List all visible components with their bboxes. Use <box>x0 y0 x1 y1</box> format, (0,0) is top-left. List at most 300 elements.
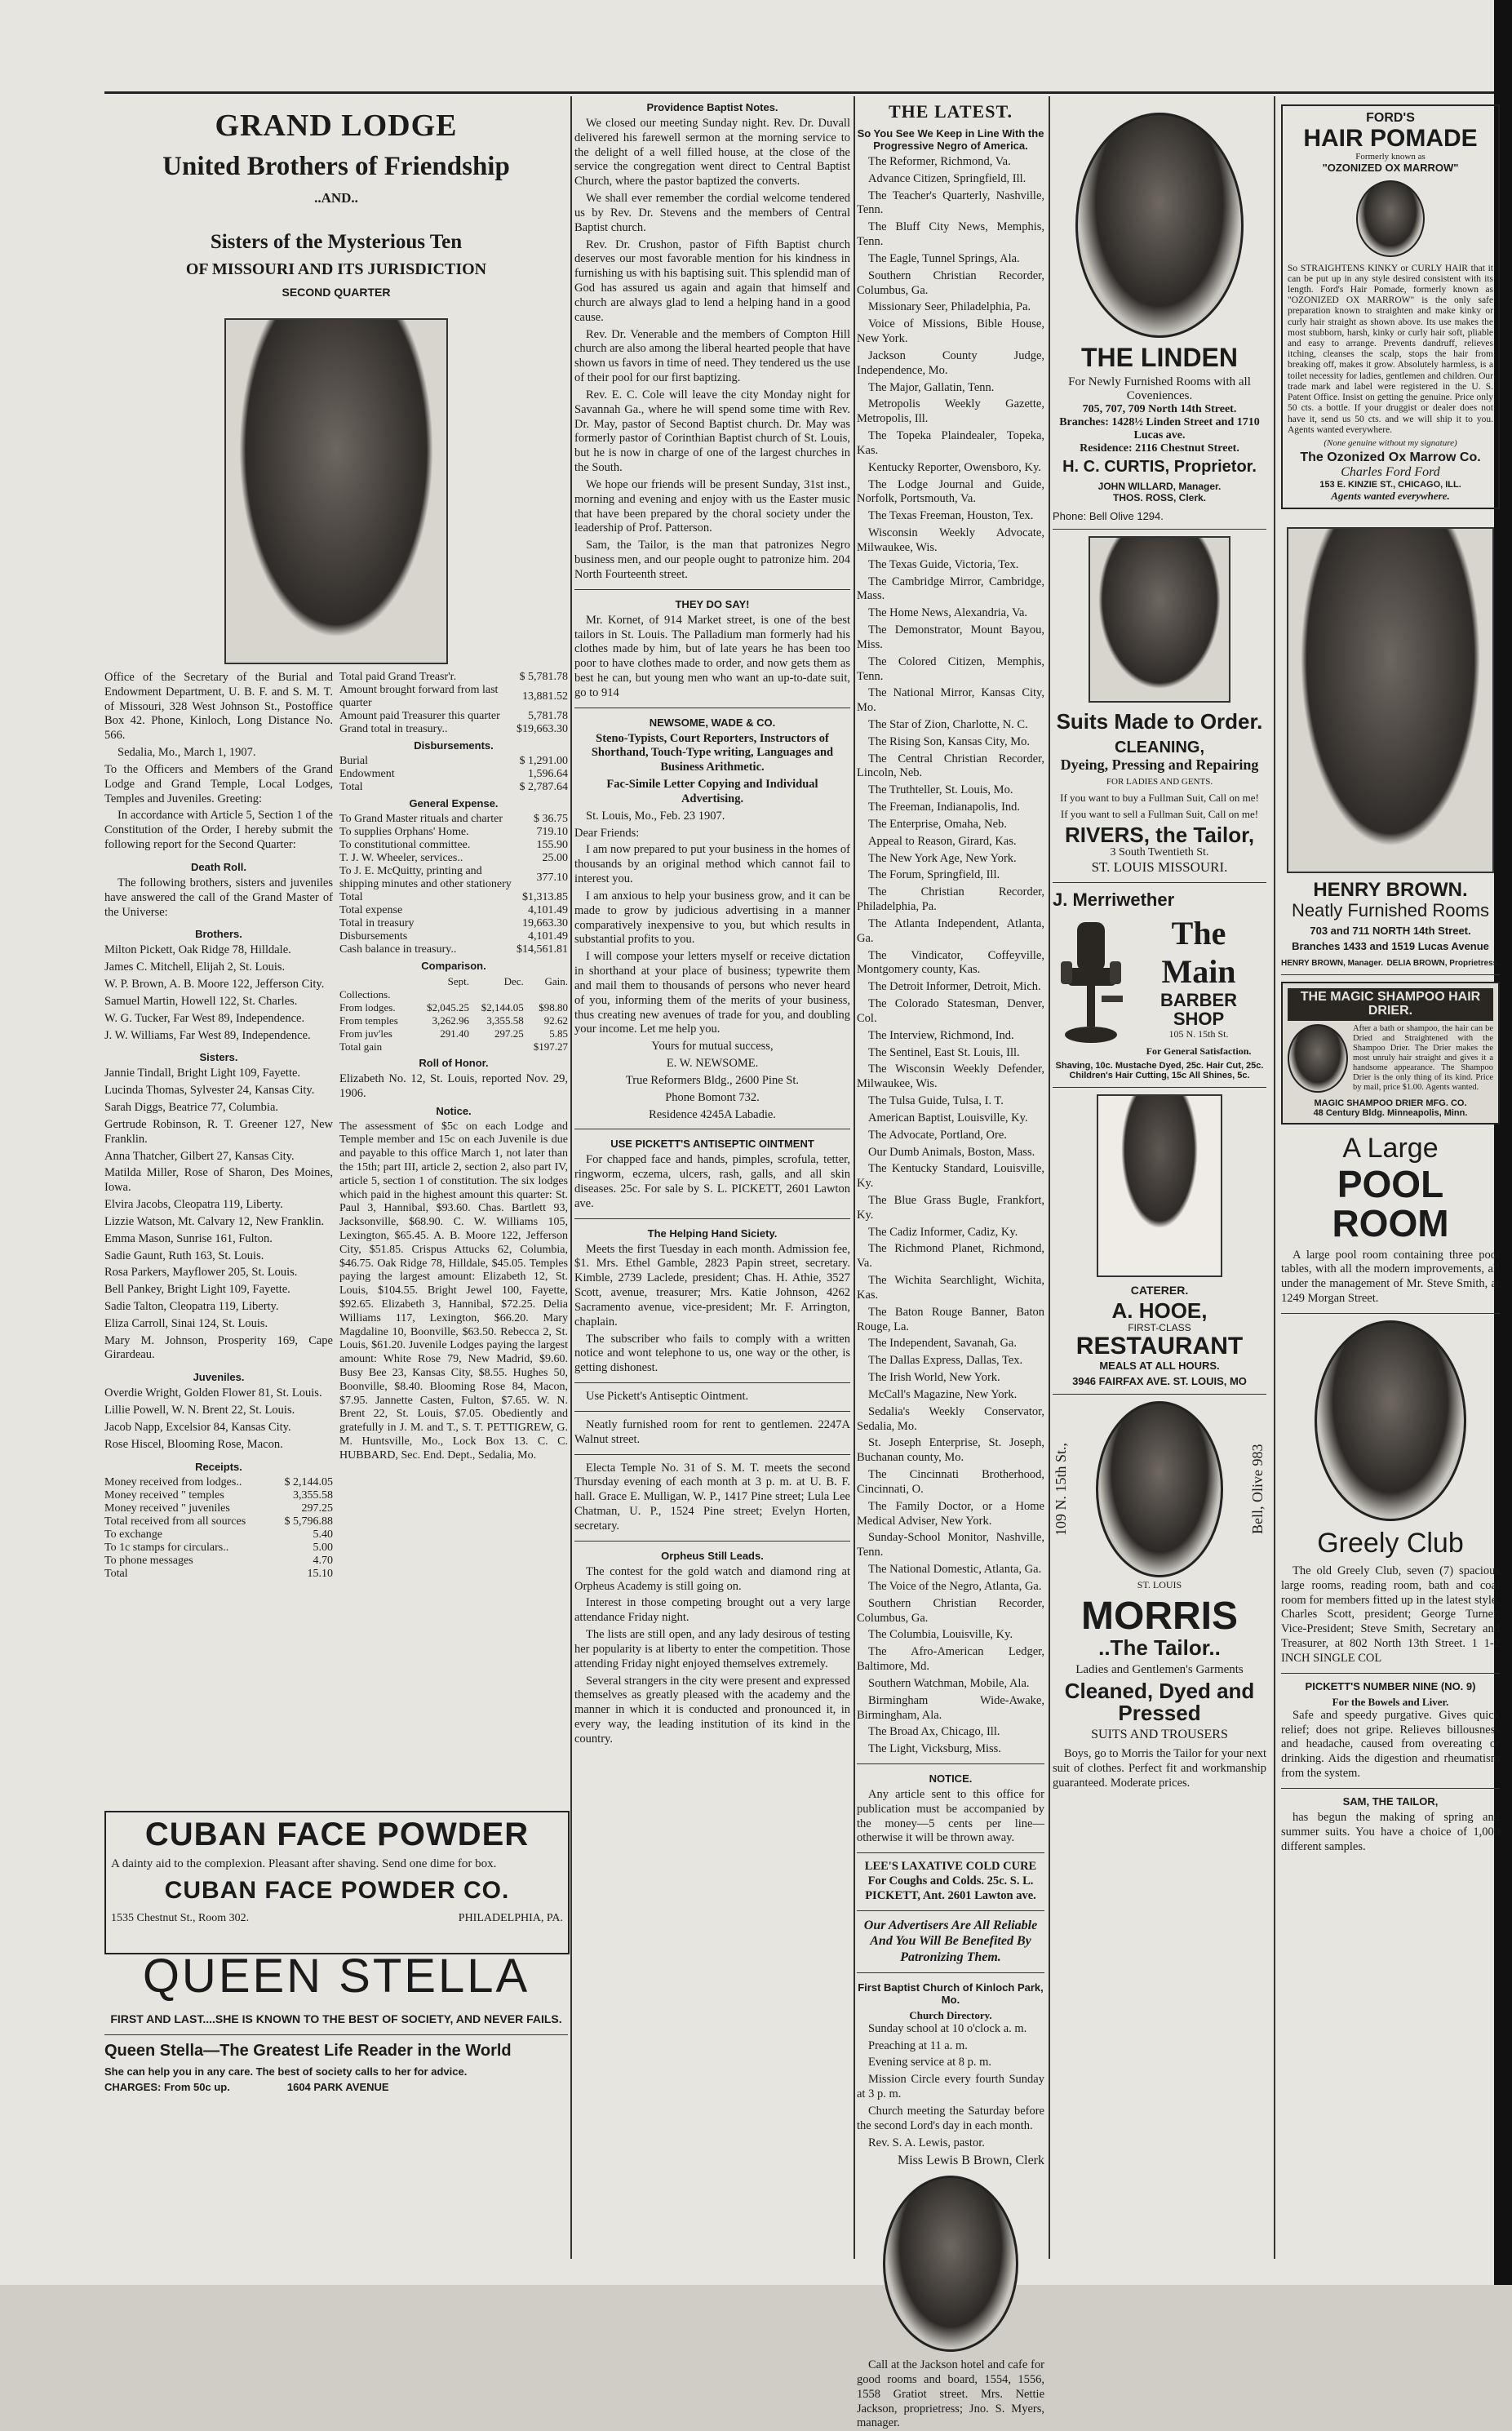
pool-room-ad <box>1281 1133 1500 1306</box>
list-item: Sedalia's Weekly Conservator, Sedalia, Mo. <box>857 1404 1044 1433</box>
column-ads-b <box>1281 96 1500 2259</box>
list-item: Southern Christian Recorder, Columbus, Ga. <box>857 268 1044 297</box>
table-cell: To Grand Master rituals and charter <box>339 813 503 825</box>
cuban-face-powder-ad <box>104 1811 570 1954</box>
list-item: Preaching at 11 a. m. <box>868 2038 968 2052</box>
table-row <box>104 1568 333 1581</box>
paragraph: Rev. Dr. Venerable and the members of Compton Hill church are also among the liberal hearted people that have shown us favors in time of need. They tendered us the use of their pool for our first baptizing. <box>574 327 850 385</box>
divider <box>1053 529 1266 530</box>
column-notes <box>574 96 850 2259</box>
ad-title: Greely Club <box>1317 1527 1464 1559</box>
portrait-photo <box>1089 536 1230 703</box>
table-row <box>339 865 568 891</box>
ad-prices: Shaving, 10c. Mustache Dyed, 25c. Hair Cut, 25c. Children's Hair Cutting, 15c All Shines, 5c. <box>1055 1061 1264 1081</box>
list-item: Milton Pickett, Oak Ridge 78, Hilldale. <box>104 943 291 957</box>
list-item: Sunday-School Monitor, Nashville, Tenn. <box>857 1531 1044 1559</box>
table-cell: 155.90 <box>536 839 568 851</box>
ad-city: PHILADELPHIA, PA. <box>458 1911 563 1924</box>
portrait-photo <box>224 318 448 664</box>
list-item: The Interview, Richmond, Ind. <box>868 1028 1014 1042</box>
list-item: Elvira Jacobs, Cleopatra 119, Liberty. <box>104 1198 283 1212</box>
table-cell: To 1c stamps for circulars.. <box>104 1541 229 1554</box>
portrait-photo <box>1315 1320 1466 1521</box>
subhead: SAM, THE TAILOR, <box>1342 1794 1439 1808</box>
paragraph: Boys, go to Morris the Tailor for your next suit of clothes. Perfect fit and workmanship guaranteed. Moderate prices. <box>1053 1747 1267 1790</box>
subhead: General Expense. <box>409 797 499 810</box>
ad-line: 705, 707, 709 North 14th Street. <box>1082 402 1237 415</box>
list-item: The National Domestic, Atlanta, Ga. <box>868 1563 1042 1577</box>
list-item: Our Dumb Animals, Boston, Mass. <box>868 1145 1035 1159</box>
table-row <box>339 852 568 865</box>
paragraph: The subscriber who fails to comply with a written notice and wont telephone to us, one way or the other, is getting dishonest. <box>574 1332 850 1375</box>
list-item: Sadie Talton, Cleopatra 119, Liberty. <box>104 1299 279 1313</box>
list-item: The Christian Recorder, Philadelphia, Pa. <box>857 885 1044 914</box>
table-cell: Total gain <box>339 1040 383 1053</box>
subhead: First Baptist Church of Kinloch Park, Mo. <box>858 1981 1044 2006</box>
paragraph: Use Pickett's Antiseptic Ointment. <box>586 1390 749 1404</box>
paragraph: Meets the first Tuesday in each month. Admission fee, $1. Mrs. Ethel Gamble, 2823 Papin street, secretary. Kimble, 2739 Laclede, president; Chas. H. Athie, 3527 Scott, avenue, treasurer; Mrs. Katie Johnson, 4262 Sacramento avenue, vice-president; Mr. F. Arrington, chaplain. <box>574 1242 850 1329</box>
paragraph: After a bath or shampoo, the hair can be Dried and Straightened with the Shampoo Drier. The Drier makes the most unruly hair straight and gives it a handsome appearance. The Shampoo Drier is the only thing of its kind. Price by mail, price $1.00. Agents wanted. <box>1353 1023 1493 1092</box>
divider <box>857 1763 1044 1764</box>
table-row <box>339 1001 568 1014</box>
table-cell: To exchange <box>104 1528 162 1541</box>
ad-line: H. C. CURTIS, Proprietor. <box>1062 457 1257 476</box>
paragraph: Yours for mutual success, <box>651 1040 774 1054</box>
list-item: The Lodge Journal and Guide, Norfolk, Portsmouth, Va. <box>857 477 1044 506</box>
table-row <box>339 684 568 710</box>
list-item: The Rising Son, Kansas City, Mo. <box>868 734 1031 748</box>
list-item: Lillie Powell, W. N. Brent 22, St. Louis. <box>104 1404 295 1417</box>
table-cell: 297.25 <box>494 1027 524 1040</box>
paragraph: A large pool room containing three pool tables, with all the modern improvements, all under the management of Mr. Steve Smith, at 1249 Morgan Street. <box>1281 1248 1500 1306</box>
table-cell: Disbursements <box>339 930 408 943</box>
ad-line: Ladies and Gentlemen's Garments <box>1075 1662 1244 1676</box>
ad-title: RESTAURANT <box>1075 1333 1244 1360</box>
ad-line: RIVERS, the Tailor, <box>1064 822 1255 847</box>
ad-line: Branches: 1428½ Linden Street and 1710 Lucas ave. <box>1059 415 1260 441</box>
table-row <box>339 943 568 956</box>
paragraph: I will compose your letters myself or receive dictation in shorthand at your place of business; typewrite them and mail them to thousands of persons who never heard of you, informing them of the merits of your business, thus creating new avenues of trade for you, and doubling your income. Let me help you. <box>574 950 850 1036</box>
table-row <box>104 1542 333 1555</box>
list-item: Southern Christian Recorder, Columbus, Ga. <box>857 1596 1044 1625</box>
subhead: The Helping Hand Siciety. <box>647 1227 778 1240</box>
table-cell: 15.10 <box>307 1567 333 1580</box>
report-body <box>104 671 568 1581</box>
table-cell: Money received from lodges.. <box>104 1475 242 1488</box>
list-item: W. P. Brown, A. B. Moore 122, Jefferson City. <box>104 978 325 991</box>
report-left <box>104 671 333 1581</box>
ad-title: THE LINDEN <box>1081 343 1238 372</box>
list-item: The Tulsa Guide, Tulsa, I. T. <box>868 1094 1004 1108</box>
table-cell: To phone messages <box>104 1554 193 1567</box>
list-item: James C. Mitchell, Elijah 2, St. Louis. <box>104 960 286 974</box>
divider <box>574 1454 850 1455</box>
paragraph: We hope our friends will be present Sunday, 31st inst., morning and evening and enjoy with us the Easter music that have been prepared by the choral society under the leadership of Prof. Patterson. <box>574 477 850 535</box>
portrait-photo <box>1287 527 1494 873</box>
list-item: Rose Hiscel, Blooming Rose, Macon. <box>104 1437 283 1451</box>
ad-line: (None genuine without my signature) <box>1324 438 1457 448</box>
treasury-table <box>339 671 568 736</box>
ad-line: Residence: 2116 Chestnut Street. <box>1080 441 1239 455</box>
subhead: USE PICKETT'S ANTISEPTIC OINTMENT <box>610 1138 814 1151</box>
table-cell <box>415 988 469 1001</box>
divider <box>1281 974 1500 975</box>
divider <box>104 2034 568 2035</box>
column-rule <box>854 96 855 2259</box>
ad-line: HENRY BROWN, Manager. <box>1281 958 1384 968</box>
column-ads-a <box>1053 96 1266 2259</box>
list-item: The Texas Freeman, Houston, Tex. <box>868 509 1034 523</box>
subhead: Roll of Honor. <box>419 1057 489 1069</box>
ad-line: ..The Tailor.. <box>1098 1635 1221 1661</box>
table-cell: To J. E. McQuitty, printing and shipping minutes and other stationery <box>339 865 512 890</box>
list-item: The Central Christian Recorder, Lincoln, Neb. <box>857 752 1044 780</box>
ad-line: A. HOOE, <box>1111 1298 1208 1324</box>
ad-line: MEALS AT ALL HOURS. <box>1099 1359 1220 1372</box>
table-cell: Total received from all sources <box>104 1515 246 1528</box>
office-text: Office of the Secretary of the Burial and Endowment Department, U. B. F. and S. M. T. of Missouri, 328 West Johnson St., Postoffice Box 42. Phone, Kinloch, Long Distance No. 566. <box>104 671 333 743</box>
list-item: Overdie Wright, Golden Flower 81, St. Louis. <box>104 1386 322 1400</box>
list-item: The Eagle, Tunnel Springs, Ala. <box>868 251 1020 265</box>
ad-line: 48 Century Bldg. Minneapolis, Minn. <box>1313 1108 1468 1119</box>
list-item: Lizzie Watson, Mt. Calvary 12, New Franklin. <box>104 1214 325 1228</box>
list-item: Emma Mason, Sunrise 161, Fulton. <box>104 1231 273 1245</box>
ad-line: DELIA BROWN, Proprietress. <box>1386 958 1500 968</box>
paragraph: Safe and speedy purgative. Gives quick relief; does not gripe. Relieves billousness and headache, caused from overeating or drinking. Aids the digestion and rheumatism from the system. <box>1281 1708 1500 1781</box>
ad-line: The Ozonized Ox Marrow Co. <box>1300 450 1481 464</box>
queen-stella-ad <box>104 1949 568 2093</box>
table-cell: To constitutional committee. <box>339 839 471 851</box>
subhead: PICKETT'S NUMBER NINE (NO. 9) <box>1305 1679 1476 1692</box>
ad-title: POOL ROOM <box>1332 1163 1449 1245</box>
ad-line: 703 and 711 NORTH 14th Street. <box>1310 924 1471 937</box>
table-cell: 719.10 <box>536 826 568 838</box>
ad-address <box>111 1912 563 1925</box>
table-row <box>104 1489 333 1502</box>
table-row <box>339 813 568 826</box>
barber-text <box>1131 914 1266 1058</box>
headline: Sisters of the Mysterious Ten <box>210 231 463 253</box>
ad-line: 3946 FAIRFAX AVE. ST. LOUIS, MO <box>1072 1374 1247 1387</box>
ad-line: BARBER <box>1159 989 1238 1010</box>
table-row <box>339 1014 568 1027</box>
list-item: The Kentucky Standard, Louisville, Ky. <box>857 1162 1044 1191</box>
sisters-list <box>104 1067 333 1363</box>
table-cell: 5.40 <box>313 1528 333 1541</box>
list-item: Matilda Miller, Rose of Sharon, Des Moines, Iowa. <box>104 1166 333 1195</box>
subhead: Comparison. <box>421 960 486 972</box>
ad-charges: CHARGES: From 50c up. <box>104 2081 230 2094</box>
list-item: The Colorado Statesman, Denver, Col. <box>857 997 1044 1025</box>
table-cell: Total in treasury <box>339 917 415 929</box>
list-item: Mary M. Johnson, Prosperity 169, Cape Girardeau. <box>104 1333 333 1362</box>
paragraph: LEE'S LAXATIVE COLD CURE For Coughs and Colds. 25c. S. L. PICKETT, Ant. 2601 Lawton ave. <box>864 1860 1037 1902</box>
headline: GRAND LODGE <box>215 109 458 143</box>
column-latest <box>857 96 1044 2430</box>
list-item: Rev. S. A. Lewis, pastor. <box>868 2136 985 2149</box>
ad-street: 1535 Chestnut St., Room 302. <box>111 1911 250 1924</box>
paragraph: Residence 4245A Labadie. <box>649 1107 776 1121</box>
ad-line: ST. LOUIS <box>1137 1578 1182 1590</box>
ad-line: ST. LOUIS MISSOURI. <box>1091 858 1228 875</box>
table-row <box>339 1040 568 1054</box>
list-item: The Reformer, Richmond, Va. <box>868 155 1011 168</box>
subhead: Juveniles. <box>193 1371 245 1384</box>
ad-title: CUBAN FACE POWDER <box>144 1817 530 1852</box>
table-cell: T. J. W. Wheeler, services.. <box>339 852 463 864</box>
ad-line: SUITS AND TROUSERS <box>1091 1728 1228 1742</box>
table-row <box>339 671 568 684</box>
list-item: Samuel Martin, Howell 122, St. Charles. <box>104 994 298 1008</box>
table-cell: Amount brought forward from last quarter <box>339 684 499 709</box>
portrait-photo <box>1096 1401 1223 1577</box>
table-cell: Cash balance in treasury.. <box>339 943 457 956</box>
list-item: Southern Watchman, Mobile, Ala. <box>868 1676 1030 1690</box>
table-row <box>104 1528 333 1542</box>
table-cell: $ 36.75 <box>534 813 568 825</box>
table-cell: 3,355.58 <box>293 1488 333 1502</box>
paragraph: has begun the making of spring and summer suits. You have a choice of 1,000 different samples. <box>1281 1810 1500 1853</box>
table-row <box>104 1555 333 1568</box>
paragraph: We closed our meeting Sunday night. Rev. Dr. Duvall delivered his farewell sermon at the morning service to the delight of a well filled house, at the close of the service the congregation went direct to Central Baptist Church, where the pastor baptized the converts. <box>574 117 850 189</box>
table-row <box>104 1515 333 1528</box>
paragraph: For chapped face and hands, pimples, scrofula, tetter, ringworm, eczema, ulcers, rash, galls, and all skin diseases. 25c. For sale by S. L. PICKETT, 2601 Lawton ave. <box>574 1153 850 1210</box>
divider <box>1281 1313 1500 1314</box>
ad-subtitle: FIRST AND LAST....SHE IS KNOWN TO THE BEST OF SOCIETY, AND NEVER FAILS. <box>110 2012 562 2025</box>
table-cell: 25.00 <box>542 852 568 864</box>
table-header: Sept. <box>447 975 469 987</box>
list-item: The Family Doctor, or a Home Medical Adviser, New York. <box>857 1499 1044 1528</box>
ad-line: For Newly Furnished Rooms with all Coveniences. <box>1068 375 1251 402</box>
list-item: Bell Pankey, Bright Light 109, Fayette. <box>104 1283 290 1297</box>
list-item: The Bluff City News, Memphis, Tenn. <box>857 220 1044 249</box>
list-item: The Topeka Plaindealer, Topeka, Kas. <box>857 429 1044 457</box>
list-item: Lucinda Thomas, Sylvester 24, Kansas City. <box>104 1084 315 1098</box>
list-item: The Texas Guide, Victoria, Tex. <box>868 557 1019 571</box>
subhead: Notice. <box>436 1104 472 1117</box>
headline: United Brothers of Friendship <box>162 152 510 181</box>
ad-line: 153 E. KINZIE ST., CHICAGO, ILL. <box>1319 479 1461 490</box>
table-cell: 92.62 <box>543 1014 568 1027</box>
paragraph: We shall ever remember the cordial welcome tendered us by Rev. Dr. Stevens and the members of Central Baptist church. <box>574 192 850 234</box>
list-item: The Broad Ax, Chicago, Ill. <box>868 1725 1000 1739</box>
divider <box>1053 1087 1266 1088</box>
magic-row <box>1288 1024 1493 1095</box>
table-row <box>339 839 568 852</box>
list-item: Kentucky Reporter, Owensboro, Ky. <box>868 460 1041 474</box>
woman-portrait-icon <box>1356 180 1425 257</box>
ad-text: A dainty aid to the complexion. Pleasant after shaving. Send one dime for box. <box>111 1857 497 1870</box>
divider <box>574 1382 850 1383</box>
barber-row <box>1053 914 1266 1058</box>
receipts-table <box>104 1476 333 1581</box>
ad-line: If you want to sell a Fullman Suit, Call on me! <box>1060 807 1259 820</box>
list-item: Metropolis Weekly Gazette, Metropolis, Ill. <box>857 397 1044 426</box>
subhead: Orpheus Still Leads. <box>661 1549 764 1562</box>
subhead: THEY DO SAY! <box>675 597 750 610</box>
ad-line: JOHN WILLARD, Manager. <box>1097 480 1222 492</box>
table-cell: Amount paid Treasurer this quarter <box>339 710 500 722</box>
ad-line: MAGIC SHAMPOO DRIER MFG. CO. <box>1314 1098 1467 1109</box>
ad-line: 105 N. 15th St. <box>1168 1028 1229 1040</box>
list-item: The Richmond Planet, Richmond, Va. <box>857 1242 1044 1271</box>
accordance-text: In accordance with Article 5, Section 1 of the Constitution of the Order, I hereby submit the following report for the Second Quarter: <box>104 809 333 852</box>
list-item: Missionary Seer, Philadelphia, Pa. <box>868 300 1031 314</box>
column-grand-lodge <box>104 96 568 2094</box>
ad-line: Neatly Furnished Rooms <box>1291 899 1490 920</box>
divider <box>574 1218 850 1219</box>
table-cell: From juv'les <box>339 1027 392 1040</box>
table-row <box>339 723 568 736</box>
subhead: Disbursements. <box>414 739 494 752</box>
top-rule <box>104 91 1501 94</box>
list-item: The Independent, Savanah, Ga. <box>868 1337 1017 1351</box>
greely-club-ad <box>1281 1528 1500 1666</box>
list-item: J. W. Williams, Far West 89, Independence. <box>104 1028 311 1042</box>
table-cell: $ 5,781.78 <box>519 671 568 683</box>
list-item: Jackson County Judge, Independence, Mo. <box>857 348 1044 377</box>
list-item: The Atlanta Independent, Atlanta, Ga. <box>857 916 1044 945</box>
list-item: The Vindicator, Coffeyville, Montgomery county, Kas. <box>857 948 1044 977</box>
ad-line: CATERER. <box>1130 1284 1189 1298</box>
disbursements-table <box>339 755 568 794</box>
list-item: Jacob Napp, Excelsior 84, Kansas City. <box>104 1420 291 1434</box>
signature: Charles Ford Ford <box>1341 464 1440 479</box>
ad-title: MORRIS <box>1081 1594 1238 1638</box>
expense-table <box>339 813 568 956</box>
subhead: Church Directory. <box>909 2008 992 2021</box>
table-cell <box>524 988 568 1001</box>
table-row <box>339 768 568 781</box>
table-header-row <box>339 975 568 988</box>
table-cell: 4,101.49 <box>528 930 568 943</box>
paragraph: Mr. Kornet, of 914 Market street, is one of the best tailors in St. Louis. The Palladium man formerly had his clothes made by him, but of late years he has been too poor to have clothes made to order, and now gets them as best he can, but young men who want an up-to-date suit, go to 914 <box>574 613 850 699</box>
table-row <box>339 891 568 904</box>
ad-line: CLEANING, <box>1115 738 1204 756</box>
table-cell: 1,596.64 <box>528 768 568 780</box>
paragraph: I am anxious to help your business grow, and it can be made to grow by judicious advertising in a manner comparatively inexpensive to you, but which results in substantial profits to you. <box>574 889 850 947</box>
table-cell: $1,313.85 <box>522 891 568 903</box>
list-item: The Major, Gallatin, Tenn. <box>868 380 995 394</box>
list-item: The Cadiz Informer, Cadiz, Ky. <box>868 1225 1018 1239</box>
table-cell: $2,144.05 <box>481 1001 524 1014</box>
table-cell: From temples <box>339 1014 398 1027</box>
table-cell: Grand total in treasury.. <box>339 723 448 735</box>
table-cell: 377.10 <box>536 872 568 884</box>
paragraph: Sam, the Tailor, is the man that patronizes Negro business men, and our people ought to patronize him. 204 North Fourteenth street. <box>574 539 850 581</box>
divider <box>574 1541 850 1542</box>
ad-line: 3 South Twentieth St. <box>1110 845 1209 858</box>
table-row <box>339 826 568 839</box>
table-row <box>339 917 568 930</box>
table-cell: 3,262.96 <box>432 1014 469 1027</box>
table-cell: Total <box>104 1567 128 1580</box>
ad-line: For the Bowels and Liver. <box>1332 1695 1449 1708</box>
honor-text: Elizabeth No. 12, St. Louis, reported Nov. 29, 1906. <box>339 1072 568 1100</box>
list-item: Anna Thatcher, Gilbert 27, Kansas City. <box>104 1149 295 1163</box>
paragraph: Call at the Jackson hotel and cafe for good rooms and board, 1554, 1556, 1558 Gratiot street. Mrs. Nettie Jackson, proprietress; Jno. S. Myers, manager. <box>857 2358 1044 2430</box>
table-header: Gain. <box>544 975 568 987</box>
paragraph: E. W. NEWSOME. <box>666 1057 759 1071</box>
list-item: Eliza Carroll, Sinai 124, St. Louis. <box>104 1316 268 1330</box>
woman-portrait-icon <box>1288 1024 1348 1093</box>
morris-ad <box>1053 1401 1266 1791</box>
headline: ..AND.. <box>314 190 358 206</box>
list-item: The Teacher's Quarterly, Nashville, Tenn. <box>857 189 1044 217</box>
table-row <box>339 904 568 917</box>
table-row <box>339 755 568 768</box>
subhead: Death Roll. <box>191 860 246 873</box>
list-item: W. G. Tucker, Far West 89, Independence. <box>104 1011 305 1025</box>
table-row <box>104 1502 333 1515</box>
henry-brown-ad <box>1281 880 1500 968</box>
juveniles-list <box>104 1386 333 1452</box>
divider <box>857 1972 1044 1973</box>
to-text: To the Officers and Members of the Grand Lodge and Grand Temple, Local Lodges, Temples and Juveniles. Greeting: <box>104 762 333 805</box>
list-item: Appeal to Reason, Girard, Kas. <box>868 834 1017 848</box>
ad-line: 109 N. 15th St., <box>1053 1442 1069 1536</box>
table-cell: Endowment <box>339 768 395 780</box>
table-cell: Total expense <box>339 904 403 916</box>
subhead: So You See We Keep in Line With the Progressive Negro of America. <box>857 127 1044 152</box>
list-item: The Forum, Springfield, Ill. <box>868 868 1000 882</box>
ad-title: HAIR POMADE <box>1303 125 1478 152</box>
ad-headline: Queen Stella—The Greatest Life Reader in the World <box>104 2042 512 2061</box>
list-item: The Columbia, Louisville, Ky. <box>868 1628 1013 1642</box>
list-item: The Home News, Alexandria, Va. <box>868 606 1028 620</box>
list-item: Sarah Diggs, Beatrice 77, Columbia. <box>104 1101 279 1115</box>
list-item: American Baptist, Louisville, Ky. <box>868 1111 1028 1125</box>
ad-line: Phone: Bell Olive 1294. <box>1053 509 1164 522</box>
date-text: Sedalia, Mo., March 1, 1907. <box>118 746 256 760</box>
column-rule <box>1274 96 1275 2259</box>
ad-address: 1604 PARK AVENUE <box>286 2081 389 2094</box>
ad-line: SHOP <box>1173 1008 1225 1029</box>
divider <box>574 1411 850 1412</box>
paragraph: So STRAIGHTENS KINKY or CURLY HAIR that it can be put up in any style desired consistent with its length. Ford's Hair Pomade, formerly known as "OZONIZED OX MARROW" is the only safe preparation known to straighten and make kinky or curly hair straight as shown above. Its use makes the most stubborn, harsh, kinky or curly hair soft, pliable and easy to arrange. Prevents dandruff, relieves itching, cleanses the scalp, stops the hair from breaking off, makes it grow. Absolutely harmless, is a toilet necessity for ladies, gentlemen and children. Our trade mark and label were registered in the U. S. Patent Office. Insist on getting the genuine. Price only 50 cts. a bottle. If your druggist or dealer does not have it, send us 50 cts. and we will ship it to you. Agents wanted everywhere. <box>1288 263 1493 435</box>
table-row <box>339 710 568 723</box>
list-item: Sunday school at 10 o'clock a. m. <box>868 2021 1027 2035</box>
table-cell: $ 2,144.05 <box>284 1475 333 1488</box>
paragraph: Dear Friends: <box>574 826 640 840</box>
table-cell <box>469 988 524 1001</box>
table-row <box>339 1027 568 1040</box>
list-item: The Baton Rouge Banner, Baton Rouge, La. <box>857 1305 1044 1333</box>
table-cell: Total <box>339 891 363 903</box>
magic-shampoo-ad <box>1281 982 1500 1125</box>
divider <box>1053 882 1266 883</box>
divider <box>1281 1788 1500 1789</box>
portrait-photo <box>1075 113 1244 338</box>
subhead: Sisters. <box>199 1051 238 1064</box>
paragraph: Neatly furnished room for rent to gentlemen. 2247A Walnut street. <box>574 1417 850 1446</box>
table-cell: 4.70 <box>313 1554 333 1567</box>
list-item: Advance Citizen, Springfield, Ill. <box>868 171 1026 185</box>
ad-line: If you want to buy a Fullman Suit, Call on me! <box>1060 791 1259 804</box>
paragraph: The contest for the gold watch and diamond ring at Orpheus Academy is still going on. <box>574 1564 850 1593</box>
paragraph: Fac-Simile Letter Copying and Individual Advertising. <box>606 778 818 805</box>
list-item: The Advocate, Portland, Ore. <box>868 1128 1007 1142</box>
table-cell: $14,561.81 <box>517 943 568 956</box>
table-row <box>339 781 568 794</box>
table-cell: 13,881.52 <box>522 690 568 703</box>
table-row <box>339 930 568 943</box>
paragraph: Rev. Dr. Crushon, pastor of Fifth Baptist church deserves our most favorable mention for his kindness in furnishing us with his baptising suit. This splendid man of God has assured us again and again that himself and church are always glad to lend a helping hand in a good cause. <box>574 237 850 324</box>
portrait-photo <box>1097 1094 1222 1277</box>
table-cell: $19,663.30 <box>517 723 568 735</box>
list-item: The Wichita Searchlight, Wichita, Kas. <box>857 1274 1044 1302</box>
table-cell: 291.40 <box>440 1027 469 1040</box>
